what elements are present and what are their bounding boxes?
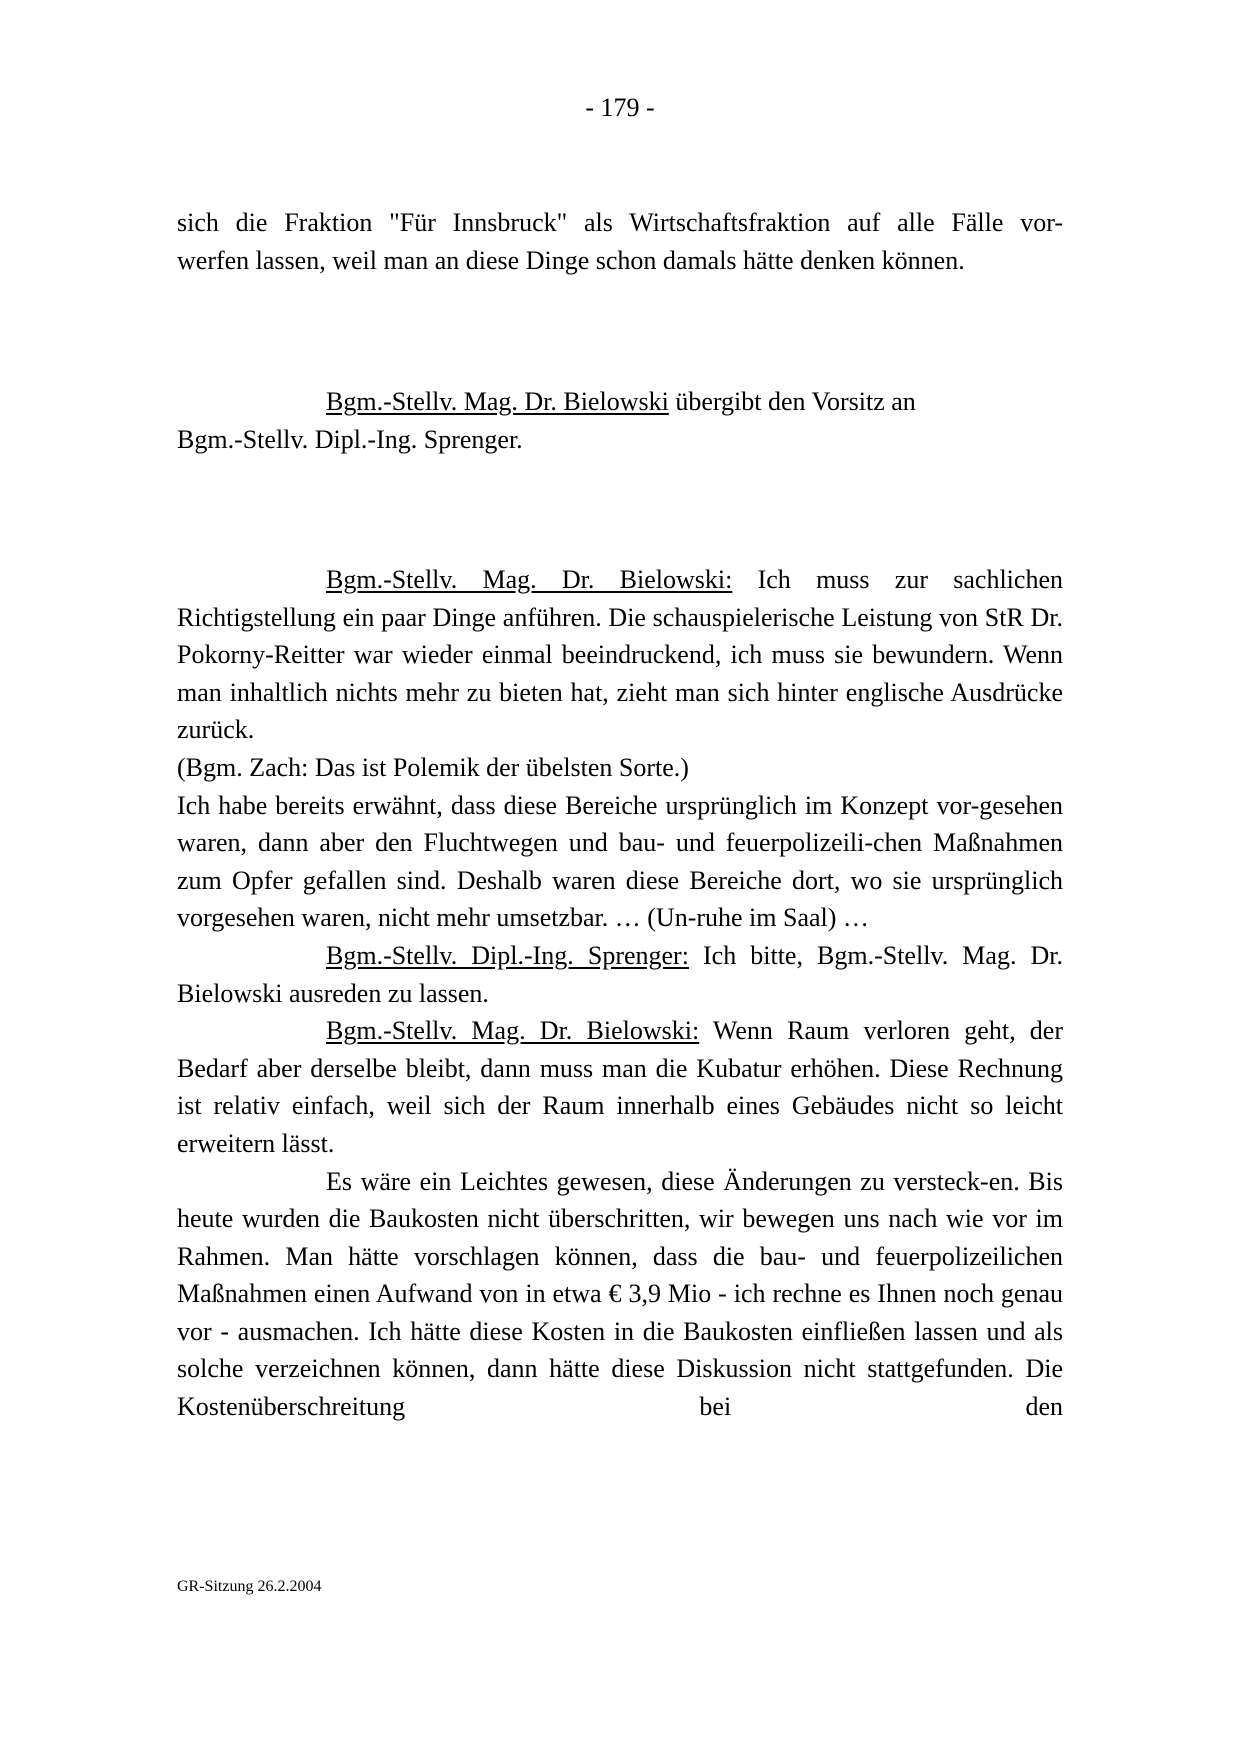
handover-line-2: Bgm.-Stellv. Dipl.-Ing. Sprenger. bbox=[177, 424, 523, 454]
speech-text: Ich bitte, Bgm.-Stellv. Mag. Dr. Bielowski ausreden zu lassen. bbox=[177, 940, 1064, 1008]
speech-section bbox=[177, 561, 1063, 1426]
chair-handover-note bbox=[177, 383, 1063, 458]
text-line: werfen lassen, weil man an diese Dinge schon damals hätte denken können. bbox=[177, 245, 965, 275]
speech-paragraph bbox=[177, 561, 1063, 749]
speech-paragraph: Es wäre ein Leichtes gewesen, diese Änderungen zu versteck-en. Bis heute wurden die Baukosten nicht überschritten, wir bewegen uns nach wie vor im Rahmen. Man hätte vorschlagen können, dass die bau- und feuerpolizeilichen Maßnahmen einen Aufwand von in etwa € 3,9 Mio - ich rechne es Ihnen noch genau vor - ausmachen. Ich hätte diese Kosten in die Baukosten einfließen lassen und als solche verzeichnen können, dann hätte diese Diskussion nicht stattgefunden. Die Kostenüberschreitung bei den bbox=[177, 1166, 1063, 1422]
speaker-name: Bgm.-Stellv. Mag. Dr. Bielowski bbox=[326, 387, 669, 416]
paragraph-continuation bbox=[177, 204, 1063, 279]
footer: GR-Sitzung 26.2.2004 bbox=[177, 1578, 322, 1595]
page-number: - 179 - bbox=[585, 93, 655, 122]
text-line: sich die Fraktion "Für Innsbruck" als Wirtschaftsfraktion auf alle Fälle vor- bbox=[177, 208, 1063, 237]
speaker-name: Bgm.-Stellv. Mag. Dr. Bielowski: bbox=[326, 565, 733, 594]
handover-line bbox=[177, 383, 1063, 421]
speaker-name: Bgm.-Stellv. Mag. Dr. Bielowski: bbox=[326, 1016, 700, 1046]
speech-paragraph: Ich habe bereits erwähnt, dass diese Bereiche ursprünglich im Konzept vor-gesehen waren, dann aber den Fluchtwegen und bau- und feuerpolizeili-chen Maßnahmen zum Opfer gefallen sind. Deshalb waren diese Bereiche dort, wo sie ursprünglich vorgesehen waren, nicht mehr umsetzbar. … (Un-ruhe im Saal) … bbox=[177, 790, 1063, 933]
handover-text: übergibt den Vorsitz an bbox=[668, 387, 916, 416]
speech-paragraph bbox=[177, 937, 1063, 1012]
speech-paragraph bbox=[177, 1012, 1063, 1162]
speaker-name: Bgm.-Stellv. Dipl.-Ing. Sprenger: bbox=[326, 940, 689, 970]
interjection: (Bgm. Zach: Das ist Polemik der übelsten Sorte.) bbox=[177, 752, 689, 782]
speech-text: Wenn Raum verloren geht, der Bedarf aber derselbe bleibt, dann muss man die Kubatur erhöhen. Diese Rechnung ist relativ einfach, weil sich der Raum innerhalb eines Gebäudes nicht so leicht erweitern lässt. bbox=[177, 1016, 1063, 1158]
speech-text: Ich muss zur sachlichen Richtigstellung ein paar Dinge anführen. Die schauspielerische Leistung von StR Dr. Pokorny-Reitter war wieder einmal beeindruckend, ich muss sie bewundern. Wenn man inhaltlich nichts mehr zu bieten hat, zieht man sich hinter englische Ausdrücke zurück. bbox=[177, 565, 1063, 745]
